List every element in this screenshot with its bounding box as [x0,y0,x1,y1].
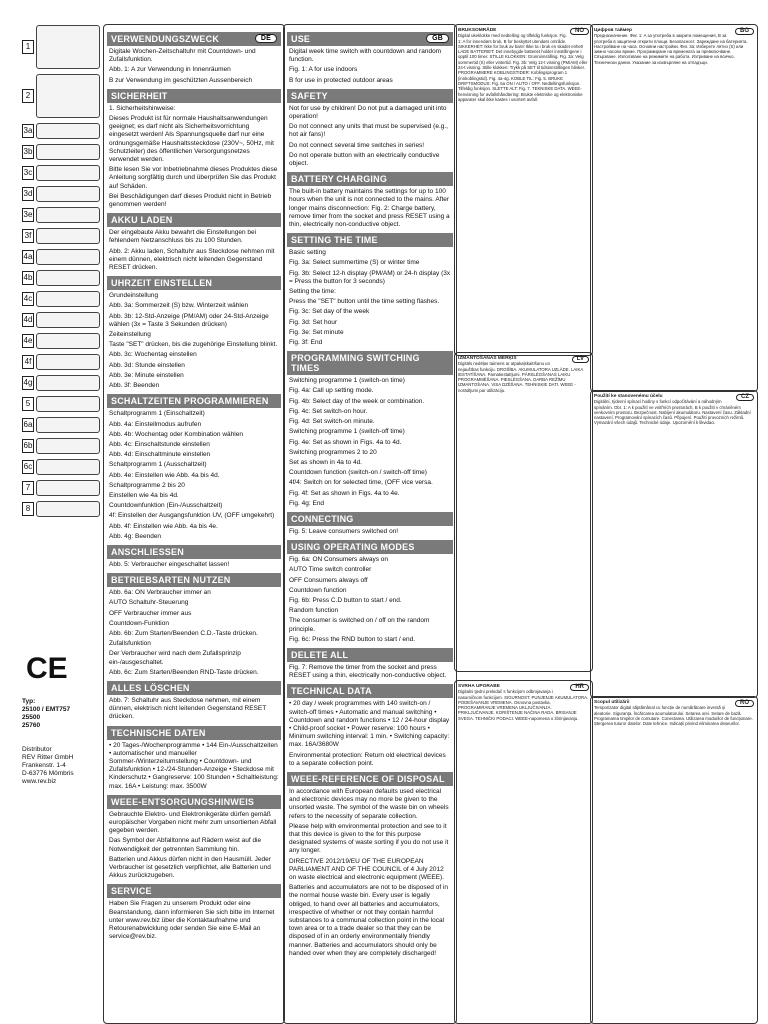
language-badge: CZ [736,394,754,401]
figure-row [22,24,100,70]
column-de [103,24,285,1024]
section-paragraph: Fig. 6a: ON Consumers always on [289,556,388,564]
section-paragraph: Taste "SET" drücken, bis die zugehörige Einstellung blinkt. [109,341,278,349]
section-paragraph: Abb. 3e: Minute einstellen [109,371,184,379]
section-title: SCHALTZEITEN PROGRAMMIEREN [111,396,269,407]
figure-number: 6c [22,460,34,474]
dense-text: Digitální, týdenní spínací hodiny s funkcí odpočítávání a náhodným spínáním. Obr. 1: A k použití ve vnitřních prostorách, B k použití v chráněném venkovním prostoru. Bezpečnost. Nabíjení akumulátoru. Nastavení času. Základní nastavení. Programování spínacích časů. Připojení. Použití provozních režimů. Vymazání všech údajů. Technické údaje. Upozornění k likvidaci. [594,399,751,426]
figure-number: 4f [22,355,34,369]
section-title: SERVICE [111,886,152,897]
section-title: SICHERHEIT [111,90,168,101]
figure-row [22,332,100,350]
section-paragraph: Switching programme 1 (switch-on time) [289,377,405,385]
figure-row [22,479,100,497]
section-paragraph: AUTO Time switch controller [289,566,372,574]
section-paragraph: Fig. 3e: Set minute [289,328,344,336]
section-paragraph: Press the "SET" button until the time setting flashes. [289,298,440,306]
section-paragraph: DIRECTIVE 2012/19/EU OF THE EUROPEAN PARLIAMENT AND OF THE COUNCIL of 4 July 2012 on waste electrical and electronic equipment (WEEE). [289,857,444,882]
figure-row [22,500,100,518]
section-paragraph: Setting the time: [289,288,336,296]
section-heading [287,648,453,662]
section-paragraph: Random function [289,607,339,615]
figure-row [22,395,100,413]
figure-illustration [36,249,100,265]
figure-row [22,227,100,245]
section-paragraph: Digital week time switch with countdown and random function. [289,48,442,64]
column-gb [283,24,457,1024]
section-paragraph: Countdown-Funktion [109,619,169,627]
figure-row [22,374,100,392]
section-heading [287,684,453,698]
section-paragraph: Set as shown in 4a to 4d. [289,458,362,466]
section-paragraph: • 20 Tages-/Wochenprogramme • 144 Ein-/Ausschaltzeiten • automatischer und manueller Sommer-/Winterzeitumstellung • Countdown- und Zufallsfunktion • 12-/24-Stunden-Anzeige • Steckdose mit Kinderschutz • Gangreserve: 100 Stunden • Schaltleistung: max. 16A • Leistung: max. 3500W [109,741,279,790]
figure-illustration [36,417,100,433]
language-badge: HR [570,684,589,691]
section-paragraph: The consumer is switched on / off on the random principle. [289,617,430,633]
section-paragraph: Fig. 6c: Press the RND button to start / end. [289,635,416,643]
language-badge: BG [735,28,754,35]
figure-row [22,353,100,371]
section-paragraph: Abb. 3d: Stunde einstellen [109,361,185,369]
section-heading [287,172,453,186]
section-heading [107,795,281,809]
language-badge: GB [426,34,449,43]
figure-number: 4e [22,334,34,348]
column-cz [590,390,758,698]
section-title: TECHNISCHE DATEN [111,727,206,738]
section-paragraph: The built-in battery maintains the settings for up to 100 hours when the unit is not connected to the mains. After longer mains disconnection: Fig. 2: Charge battery, remove timer from the socket and press RESET using a thin, electrically non-conductive object. [289,188,450,229]
section-paragraph: Zufallsfunktion [109,640,151,648]
figure-row [22,206,100,224]
section-heading [107,213,281,227]
section-paragraph: Fig. 3f: End [289,339,323,347]
section-title: AKKU LADEN [111,215,173,226]
section-paragraph: Abb. 4a: Einstellmodus aufrufen [109,420,202,428]
section-paragraph: Bei Beschädigungen darf dieses Produkt nicht in Betrieb genommen werden! [109,192,272,209]
section-paragraph: Fig. 4e: Set as shown in Figs. 4a to 4d. [289,438,402,446]
figure-illustration [36,480,100,496]
section-title: TECHNICAL DATA [291,686,372,697]
figure-illustration [36,123,100,139]
figure-number: 3a [22,124,34,138]
section-heading [107,545,281,559]
dense-text: Предназначение. Фиг. 1: A за употреба в закрити помещения, B за употреба в защитени открити площи. Безопасност. Зареждане на батерията. Настройване на часа. Основни настройки. Фиг. 3a: Изберете лятно (S) или зимно часово време. Програмиране на времената за превключване. Свързване. Използване на режимите на работа. Изтриване на всичко. Технически данни. Указание за изхвърляне на отпадъци. [594,33,748,65]
section-title: BETRIEBSARTEN NUTZEN [111,575,231,586]
figure-illustration [36,144,100,160]
dense-heading: BRUKSOMRÅDE [458,28,497,33]
section-heading [287,32,453,46]
section-paragraph: Fig. 3d: Set hour [289,318,338,326]
dense-text: Digitāls nedēļas taimeris ar atpakaļskaitīšanu un nejaušības funkciju. DROŠĪBA. AKUMULATORA UZLĀDE. LAIKA IESTATĪŠANA. Pamatiestatījumi. PĀRSLĒGŠANAS LAIKU PROGRAMMĒŠANA. PIESLĒGŠANA. DARBA REŽĪMU IZMANTOŠANA. VISA DZĒŠANA. TEHNISKIE DATI. WEEE - norādījumi par utilizāciju. [458,361,583,393]
figure-illustration [36,270,100,286]
figure-row [22,164,100,182]
figure-row [22,290,100,308]
section-heading [107,276,281,290]
figure-illustration [36,438,100,454]
figure-row [22,185,100,203]
section-heading [107,32,281,46]
section-paragraph: Countdown function (switch-on / switch-off time) [289,469,427,477]
language-badge: NO [570,28,589,35]
section-paragraph: Switching programme 1 (switch-off time) [289,428,405,436]
section-paragraph: Do not connect several time switches in series! [289,141,425,149]
section-paragraph: Abb. 3b: 12-Std-Anzeige (PM/AM) oder 24-Std-Anzeige wählen (3x = Taste 3 Sekunden drücken) [109,312,269,328]
figure-number: 4d [22,313,34,327]
section-paragraph: Fig. 7: Remove the timer from the socket and press RESET using a thin, electrically non-conductive object. [289,663,447,680]
section-paragraph: Fig. 4g: End [289,499,325,507]
dense-text: Temporizator digital săptămânal cu funcție de numărătoare inversă și aleatorie. Siguranța. Încărcarea acumulatorului. Setarea orei. Setare de bază. Programarea timpilor de comutare. Conectarea. Utilizarea modurilor de funcționare. Ștergerea tuturor datelor. Date tehnice. Indicații privind eliminarea deșeurilor. [594,705,753,727]
section-heading [287,512,453,526]
section-paragraph: Environmental protection: Return old electrical devices to a separate collection point. [289,751,446,767]
column-ro [590,696,758,1024]
section-title: SETTING THE TIME [291,235,378,246]
section-title: USING OPERATING MODES [291,542,415,553]
figure-row [22,416,100,434]
figure-illustration [36,459,100,475]
section-paragraph: Abb. 1: A zur Verwendung in Innenräumen [109,66,231,74]
type-label: Typ: [22,698,36,705]
section-title: BATTERY CHARGING [291,174,388,185]
figure-number: 2 [22,89,34,103]
section-title: WEEE-ENTSORGUNGSHINWEIS [111,796,255,807]
figure-row [22,122,100,140]
section-title: CONNECTING [291,513,354,524]
section-paragraph: Please help with environmental protection and see to it that this device is given to the for this purpose designated systems of waste sorting if you do not use it any longer. [289,822,449,855]
dense-heading: Цифров таймер [594,28,632,33]
section-paragraph: Abb. 6b: Zum Starten/Beenden C.D.-Taste drücken. [109,629,258,637]
column-hr [454,680,593,1024]
section-title: UHRZEIT EINSTELLEN [111,278,213,289]
section-paragraph: Fig. 4b: Select day of the week or combination. [289,397,425,405]
dense-text: Digital ukeklokke med nedtelling og tilfeldig funksjon. Fig. 1: A for innendørs bruk, B for beskyttet utendørs område. SIKKERHET: Ikke for bruk av barn! Ikke ta i bruk en skadet enhet! LADE BATTERIET: Det innebygde batteriet holder innstillingene i opptil 100 timer. STILLE KLOKKEN: Grunninnstilling. Fig. 3a: Velg sommertid (S) eller vintertid. Fig. 3b: Velg 12-t visning (PM/AM) eller 24-t visning. Stille klokken: Trykk på SET til tidsinnstillingen blinker. PROGRAMMERE KOBLINGSTIDER: Koblingsprogram 1 (innkoblingstid). Fig. 4a-4g. KOBLE TIL: Fig. 5. BRUKE DRIFTSMODUS: Fig. 6a ON / AUTO / OFF. Nedtellingsfunksjon. Tilfeldig funksjon. SLETTE ALT: Fig. 7. TEKNISKE DATA. WEEE-henvisning for avfallshåndtering: Brukte elektriske og elektroniske apparater skal ikke kastes i usortert avfall. [458,33,588,102]
figure-row [22,143,100,161]
figure-row [22,73,100,119]
section-heading [287,540,453,554]
section-paragraph: Abb. 6c: Zum Starten/Beenden RND-Taste drücken. [109,668,259,676]
section-paragraph: Haben Sie Fragen zu unserem Produkt oder eine Beanstandung, dann informieren Sie sich bitte im Internet unter www.rev.biz über die Kontaktaufnahme und Retourenabwicklung oder senden Sie eine E-Mail an service@rev.biz. [109,900,275,941]
ce-mark: CE [26,652,68,685]
section-paragraph: Abb. 4c: Einschaltstunde einstellen [109,440,210,448]
section-paragraph: Abb. 3a: Sommerzeit (S) bzw. Winterzeit wählen [109,302,249,310]
section-paragraph: Abb. 5: Verbraucher eingeschaltet lassen! [109,560,230,568]
figure-illustration [36,74,100,118]
figure-row [22,311,100,329]
figure-number: 5 [22,397,34,411]
figure-number: 4b [22,271,34,285]
section-title: ANSCHLIESSEN [111,546,184,557]
section-paragraph: Do not operate button with an electrically conductive object. [289,151,440,168]
figure-number: 3c [22,166,34,180]
figure-illustration [36,207,100,223]
section-paragraph: B zur Verwendung im geschützten Aussenbereich [109,76,253,84]
language-badge: DE [255,34,277,43]
section-heading [287,89,453,103]
section-paragraph: Batterien und Akkus dürfen nicht in den Hausmüll. Jeder Verbraucher ist gesetzlich verpflichtet, alle Batterien und Akkus zurückzugeben. [109,855,271,880]
column-bg [590,24,758,392]
section-paragraph: 4f: Einstellen der Ausgangsfunktion UV, (OFF umgekehrt) [109,512,275,520]
section-paragraph: Fig. 4a: Call up setting mode. [289,387,374,395]
section-heading [107,681,281,695]
type-block [22,698,102,786]
section-paragraph: Do not connect any units that must be supervised (e.g., hot air fans)! [289,123,448,139]
section-paragraph: Der eingebaute Akku bewahrt die Einstellungen bei fehlendem Netzanschluss bis zu 100 Stunden. [109,229,257,245]
section-paragraph: Grundeinstellung [109,292,159,300]
section-paragraph: • 20 day / week programmes with 140 switch-on / switch-off times • Automatic and manual switching • Countdown and random functions • 12 / 24-hour display • Child-proof socket • Power reserve: 100 hours • Minimum switching interval: 1 min. • Switching capacity: max. 16A/3680W [289,700,450,749]
type-numbers: 25100 / EMT757 25500 25760 [22,706,71,729]
section-paragraph: Basic setting [289,249,326,257]
figure-illustration [36,501,100,517]
section-paragraph: Dieses Produkt ist für normale Haushaltsanwendungen geeignet; es darf nicht als Sicherheitsvorrichtung eingesetzt werden! Als Spannungsquelle darf nur eine ordnungsgemäße Haushaltssteckdose (230V~, 50Hz, mit Schutzleiter) des öffentlichen Versorgungsnetzes verwendet werden. [109,115,274,164]
figure-illustration [36,354,100,370]
section-paragraph: 4f/4: Switch on for selected time, (OFF vice versa. [289,479,433,487]
section-paragraph: Fig. 6b: Press C.D button to start / end. [289,596,402,604]
figure-number: 4c [22,292,34,306]
section-paragraph: Abb. 7: Schaltuhr aus Steckdose nehmen, mit einem dünnen, elektrisch nicht leitenden Gegenstand RESET drücken. [109,696,267,721]
section-paragraph: Das Symbol der Abfalltonne auf Rädern weist auf die Notwendigkeit der getrennten Sammlung hin. [109,837,262,853]
section-paragraph: Abb. 3c: Wochentag einstellen [109,351,197,359]
figure-number: 3d [22,187,34,201]
section-heading [107,726,281,740]
section-paragraph: Fig. 3a: Select summertime (S) or winter time [289,259,420,267]
figure-illustration [36,291,100,307]
section-paragraph: AUTO Schaltuhr-Steuerung [109,599,189,607]
column-no [454,24,593,356]
section-paragraph: Fig. 3b: Select 12-h display (PM/AM) or 24-h display (3x = Press the button for 3 seconds) [289,269,451,285]
section-title: VERWENDUNGSZWECK [111,34,220,44]
figure-row [22,458,100,476]
section-paragraph: Countdown function [289,586,347,594]
figure-number: 7 [22,481,34,495]
dense-heading: IZMANTOŠANAS MĒRĶIS [458,356,517,361]
section-paragraph: Switching programmes 2 to 20 [289,448,377,456]
figure-illustration [36,396,100,412]
figure-number: 6a [22,418,34,432]
figure-illustration [36,312,100,328]
section-title: ALLES LÖSCHEN [111,682,190,693]
dense-heading: Scopul utilizării [594,700,630,705]
section-title: WEEE-REFERENCE OF DISPOSAL [291,773,445,784]
figure-row [22,248,100,266]
figure-number: 4g [22,376,34,390]
section-heading [287,233,453,247]
dense-text: Digitalni tjedni prekidač s funkcijom odbrojavanja i nasumičnom funkcijom. SIGURNOST. PUNJENJE AKUMULATORA. PODEŠAVANJE VREMENA. Osnovna postavka. PROGRAMIRANJE VREMENA UKLJUČIVANJA. PRIKLJUČIVANJE. KORIŠTENJE NAČINA RADA. BRISANJE SVEGA. TEHNIČKI PODACI. WEEE-napomena o zbrinjavanju. [458,689,589,721]
section-paragraph: Fig. 4f: Set as shown in Figs. 4a to 4e. [289,489,400,497]
section-paragraph: Abb. 6a: ON Verbraucher immer an [109,589,211,597]
section-paragraph: Schaltprogramm 1 (Ausschaltzeit) [109,461,207,469]
section-paragraph: Abb. 2: Akku laden, Schaltuhr aus Steckdose nehmen mit einem dünnen, elektrisch nicht leitenden Gegenstand RESET drücken. [109,247,275,272]
section-paragraph: Abb. 4d: Einschaltminute einstellen [109,451,211,459]
section-paragraph: Abb. 4b: Wochentag oder Kombination wählen [109,430,243,438]
section-paragraph: B for use in protected outdoor areas [289,76,393,84]
section-paragraph: Gebrauchte Elektro- und Elektronikgeräte dürfen gemäß europäischer Vorgaben nicht mehr zum unsortierten Abfall gegeben werden. [109,810,277,835]
section-paragraph: Batteries and accumulators are not to be disposed of in the normal house waste bin. Every user is legally obliged, to hand over all batteries and accumulators, irrespective of whether or not they contain harmful substances to a communal collection point in the local town area or to a trade dealer so that they can be disposed of in an orderly environmentally friendly manner. Batteries and accumulators should only be handed over when they are completely discharged! [289,884,448,957]
section-heading [107,884,281,898]
section-paragraph: Einstellen wie 4a bis 4d. [109,491,179,499]
figure-illustration [36,333,100,349]
dense-heading: Použití ke stanovenému účelu [594,394,663,399]
figure-number: 4a [22,250,34,264]
figure-illustration [36,228,100,244]
section-heading [107,394,281,408]
figure-row [22,269,100,287]
section-paragraph: Abb. 4g: Beenden [109,532,162,540]
section-title: USE [291,34,311,44]
section-title: PROGRAMMING SWITCHING TIMES [291,353,420,374]
section-heading [107,89,281,103]
figure-illustration [36,186,100,202]
figure-number: 8 [22,502,34,516]
section-paragraph: Digitale Wochen-Zeitschaltuhr mit Countdown- und Zufallsfunktion. [109,48,256,64]
section-paragraph: Fig. 4d: Set switch-on minute. [289,418,375,426]
section-paragraph: Schaltprogramm 1 (Einschaltzeit) [109,410,205,418]
figure-row [22,437,100,455]
figure-illustration [36,25,100,69]
section-paragraph: Fig. 1: A for use indoors [289,66,358,74]
section-paragraph: Fig. 4c: Set switch-on hour. [289,407,368,415]
language-badge: RO [735,700,754,707]
figure-number: 3e [22,208,34,222]
section-heading [287,772,453,786]
section-paragraph: Schaltprogramme 2 bis 20 [109,481,185,489]
section-paragraph: 1. Sicherheitshinweise: [109,104,176,112]
section-paragraph: Abb. 4f: Einstellen wie Abb. 4a bis 4e. [109,522,218,530]
section-title: DELETE ALL [291,649,349,660]
section-paragraph: OFF Verbraucher immer aus [109,609,192,617]
figure-number: 1 [22,40,34,54]
figure-number: 3f [22,229,34,243]
section-paragraph: Not for use by children! Do not put a damaged unit into operation! [289,104,447,121]
section-paragraph: Der Verbraucher wird nach dem Zufallsprinzip ein-/ausgeschaltet. [109,650,241,666]
column-lv [454,352,593,672]
section-paragraph: Zeiteinstellung [109,331,151,339]
section-heading [107,573,281,587]
figure-illustration [36,375,100,391]
section-heading [287,351,453,375]
figure-number: 3b [22,145,34,159]
section-paragraph: OFF Consumers always off [289,576,368,584]
distributor-address: Distributor REV Ritter GmbH Frankenstr. 1-4 D-63776 Mömbris www.rev.biz [22,746,74,785]
section-paragraph: Abb. 3f: Beenden [109,382,160,390]
section-paragraph: Abb. 4e: Einstellen wie Abb. 4a bis 4d. [109,471,220,479]
section-paragraph: Bitte lesen Sie vor Inbetriebnahme dieses Produktes diese Anleitung sorgfältig durch und überprüfen Sie das Produkt auf Schäden. [109,166,278,190]
language-badge: LV [572,356,589,363]
figure-number: 6b [22,439,34,453]
section-paragraph: Fig. 3c: Set day of the week [289,308,370,316]
section-paragraph: In accordance with European defaults used electrical and electronic devices may no more be given to the unsorted waste. The symbol of the waste bin on wheels refers to the necessity of separate collection. [289,787,449,820]
figure-illustration [36,165,100,181]
section-paragraph: Countdownfunktion (Ein-/Ausschaltzeit) [109,502,223,510]
dense-heading: SVRHA UPORABE [458,684,500,689]
figure-column [22,24,100,634]
section-paragraph: Fig. 5: Leave consumers switched on! [289,527,399,535]
section-title: SAFETY [291,90,328,101]
